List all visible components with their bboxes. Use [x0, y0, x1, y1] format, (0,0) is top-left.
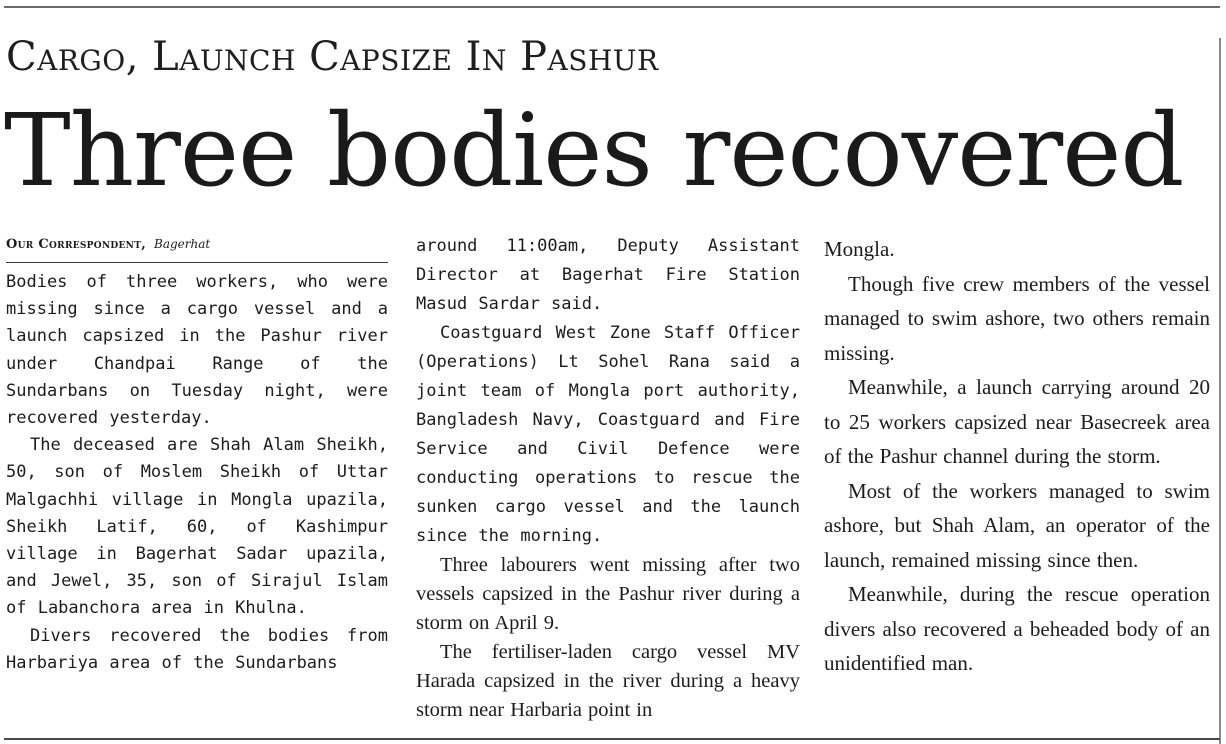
right-rule [1219, 38, 1221, 744]
body-paragraph: Three labourers went missing after two vessels capsized in the Pashur river during a storm on April 9. [416, 554, 800, 634]
body-paragraph: Mongla. [824, 237, 895, 261]
body-paragraph: Coastguard West Zone Staff Officer (Operations) Lt Sohel Rana said a joint team of Mongla port authority, Bangladesh Navy, Coastguard and Fire Service and Civil Defence were conducting operations to rescue the sunken cargo vessel and the launch since the morning. [416, 323, 800, 546]
body-paragraph: Divers recovered the bodies from Harbariya area of the Sundarbans [6, 625, 388, 673]
body-paragraph: Meanwhile, a launch carrying around 20 to 25 workers capsized near Basecreek area of the Pashur channel during the storm. [824, 375, 1210, 468]
body-paragraph: Most of the workers managed to swim ashore, but Shah Alam, an operator of the launch, remained missing since then. [824, 478, 1210, 572]
body-paragraph: The deceased are Shah Alam Sheikh, 50, son of Moslem Sheikh of Uttar Malgachhi village in Mongla upazila, Sheikh Latif, 60, of Kashimpur village in Bagerhat Sadar upazila, and Jewel, 35, son of Sirajul Islam of Labanchora area in Khulna. [6, 435, 388, 619]
article-headline: Three bodies recovered [4, 92, 1184, 209]
byline [6, 232, 388, 263]
article-kicker: Cargo, Launch Capsize In Pashur [6, 34, 659, 80]
body-paragraph: Though five crew members of the vessel managed to swim ashore, two others remain missing. [824, 271, 1210, 365]
body-paragraph: Meanwhile, during the rescue operation divers also recovered a beheaded body of an unidentified man. [824, 582, 1210, 675]
byline-location: Bagerhat [154, 237, 211, 251]
bottom-rule [4, 738, 1220, 740]
body-paragraph: around 11:00am, Deputy Assistant Director at Bagerhat Fire Station Masud Sardar said. [416, 236, 800, 314]
article-column-2 [416, 232, 800, 740]
article-column-1 [6, 232, 388, 740]
byline-author: Our Correspondent, [6, 237, 147, 252]
top-rule [4, 6, 1220, 8]
body-paragraph: The fertiliser-laden cargo vessel MV Harada capsized in the river during a heavy storm near Harbaria point in [416, 641, 800, 721]
body-paragraph: Bodies of three workers, who were missing since a cargo vessel and a launch capsized in the Pashur river under Chandpai Range of the Sundarbans on Tuesday night, were recovered yesterday. [6, 272, 388, 429]
article-column-3 [824, 232, 1210, 740]
